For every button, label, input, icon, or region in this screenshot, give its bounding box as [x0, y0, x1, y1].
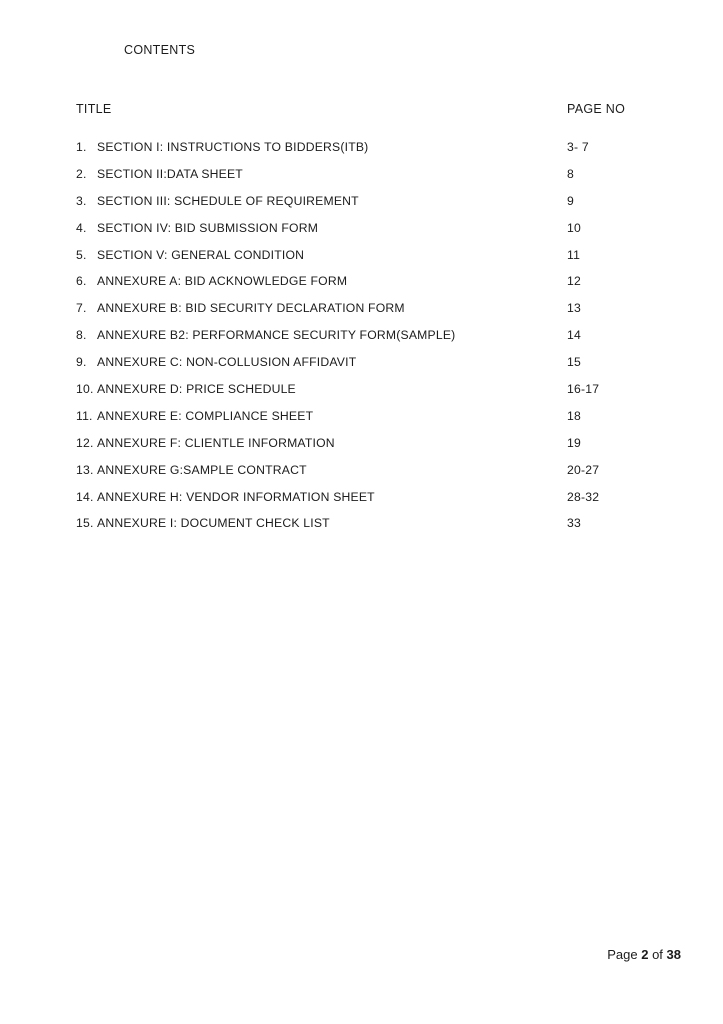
footer-page-label: Page [607, 947, 638, 962]
contents-heading: CONTENTS [124, 43, 196, 57]
toc-item-page: 14 [567, 328, 581, 343]
toc-item-title: SECTION I: INSTRUCTIONS TO BIDDERS(ITB) [97, 140, 369, 154]
toc-row [0, 167, 723, 194]
toc-row [0, 194, 723, 221]
toc-item-title: SECTION II:DATA SHEET [97, 166, 243, 181]
toc-item-title: SECTION III: SCHEDULE OF REQUIREMENT [97, 193, 359, 208]
toc-item-number: 7. [76, 301, 87, 316]
footer-of-label: of [652, 947, 663, 962]
toc-row [0, 248, 723, 275]
footer-current-page: 2 [641, 947, 649, 962]
toc-item-number: 9. [76, 355, 87, 370]
toc-item-page: 9 [567, 193, 574, 208]
toc-item-number: 14. [76, 489, 94, 504]
toc-item-page: 19 [567, 435, 581, 450]
toc-item-page: 11 [567, 247, 581, 262]
toc-item-number: 13. [76, 462, 94, 477]
toc-row [0, 490, 723, 517]
toc-item-page: 20-27 [567, 462, 600, 477]
toc-item-page: 33 [567, 516, 581, 531]
toc-item-page: 10 [567, 220, 581, 235]
toc-item-page: 13 [567, 301, 581, 316]
toc-row [0, 382, 723, 409]
toc-row [0, 463, 723, 490]
toc-item-title: ANNEXURE A: BID ACKNOWLEDGE FORM [97, 274, 348, 289]
toc-item-page: 12 [567, 274, 581, 289]
toc-item-title: SECTION IV: BID SUBMISSION FORM [97, 220, 319, 235]
toc-row [0, 301, 723, 328]
toc-item-number: 12. [76, 435, 94, 450]
toc-item-title: ANNEXURE B: BID SECURITY DECLARATION FORM [97, 301, 405, 316]
toc-item-number: 2. [76, 166, 87, 181]
toc-row [0, 140, 723, 167]
footer-total-pages: 38 [666, 947, 681, 962]
toc-item-title: SECTION V: GENERAL CONDITION [97, 247, 305, 262]
toc-item-number: 15. [76, 516, 94, 531]
toc-item-title: ANNEXURE D: PRICE SCHEDULE [97, 382, 296, 397]
toc-item-page: 28-32 [567, 489, 600, 504]
column-header-row [0, 102, 723, 116]
toc-row [0, 274, 723, 301]
toc-row [0, 221, 723, 248]
toc-item-title: ANNEXURE B2: PERFORMANCE SECURITY FORM(SAMPLE) [97, 328, 456, 343]
title-column-header: TITLE [76, 102, 112, 116]
toc-item-title: ANNEXURE E: COMPLIANCE SHEET [97, 408, 314, 423]
toc-item-number: 10. [76, 382, 94, 397]
toc-row [0, 355, 723, 382]
toc-item-number: 11. [76, 408, 93, 423]
toc-item-number: 6. [76, 274, 87, 289]
toc-item-page: 18 [567, 408, 581, 423]
toc-item-page: 16-17 [567, 382, 600, 397]
toc-item-page: 3- 7 [567, 140, 589, 154]
toc-item-page: 8 [567, 166, 574, 181]
toc-list [0, 140, 723, 543]
toc-item-title: ANNEXURE G:SAMPLE CONTRACT [97, 462, 307, 477]
toc-item-title: ANNEXURE C: NON-COLLUSION AFFIDAVIT [97, 355, 357, 370]
toc-row [0, 436, 723, 463]
page-footer [607, 947, 681, 962]
toc-item-number: 8. [76, 328, 87, 343]
toc-item-title: ANNEXURE I: DOCUMENT CHECK LIST [97, 516, 330, 531]
toc-item-number: 1. [76, 140, 87, 154]
toc-item-number: 3. [76, 193, 87, 208]
toc-item-number: 5. [76, 247, 87, 262]
toc-item-page: 15 [567, 355, 581, 370]
toc-row [0, 516, 723, 543]
toc-item-title: ANNEXURE F: CLIENTLE INFORMATION [97, 435, 335, 450]
toc-row [0, 409, 723, 436]
toc-item-title: ANNEXURE H: VENDOR INFORMATION SHEET [97, 489, 375, 504]
toc-item-number: 4. [76, 220, 87, 235]
page-no-column-header: PAGE NO [567, 102, 626, 116]
toc-row [0, 328, 723, 355]
